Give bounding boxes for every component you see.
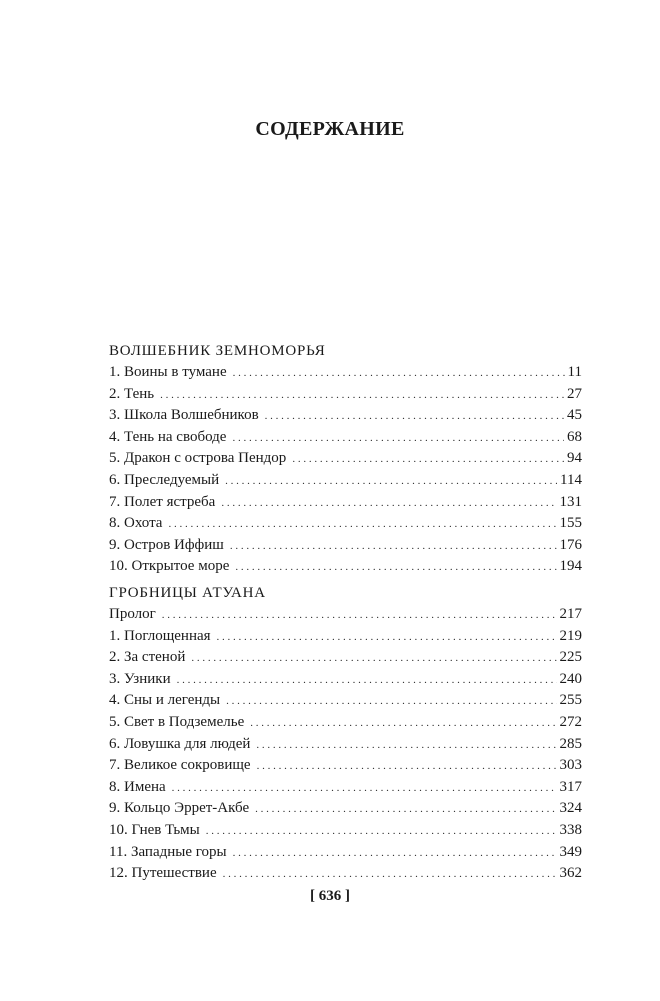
toc-entry-title: 4. Сны и легенды <box>109 692 221 709</box>
toc-entry[interactable] <box>109 777 582 799</box>
toc-entry-page: 338 <box>559 821 582 838</box>
toc-entry-title: 6. Ловушка для людей <box>109 735 251 752</box>
dot-leader <box>257 756 557 778</box>
toc-entry-title: 10. Гнев Тьмы <box>109 821 200 838</box>
toc-entry[interactable] <box>109 405 582 427</box>
dot-leader <box>162 605 557 627</box>
toc-entry[interactable] <box>109 712 582 734</box>
toc-entry-title: 8. Охота <box>109 515 163 532</box>
dot-leader <box>177 670 557 692</box>
toc-entry-title: 7. Полет ястреба <box>109 493 216 510</box>
toc-entry[interactable] <box>109 647 582 669</box>
toc-entry[interactable] <box>109 513 582 535</box>
dot-leader <box>235 557 556 579</box>
toc-entry-page: 68 <box>567 428 582 445</box>
toc-entry-title: 5. Свет в Подземелье <box>109 713 245 730</box>
toc-entry-page: 255 <box>559 692 582 709</box>
dot-leader <box>217 627 557 649</box>
toc-entry-page: 176 <box>559 536 582 553</box>
section-heading: ГРОБНИЦЫ АТУАНА <box>109 585 266 601</box>
toc-entry-title: 11. Западные горы <box>109 843 227 860</box>
toc-entry-title: 6. Преследуемый <box>109 471 220 488</box>
dot-leader <box>292 449 564 471</box>
toc-entry[interactable] <box>109 626 582 648</box>
toc-entry[interactable] <box>109 556 582 578</box>
toc-entry-page: 303 <box>559 757 582 774</box>
toc-list <box>109 604 582 885</box>
dot-leader <box>250 713 556 735</box>
dot-leader <box>223 864 557 886</box>
toc-entry-page: 11 <box>567 364 582 380</box>
toc-entry[interactable] <box>109 842 582 864</box>
toc-entry-title: 7. Великое сокровище <box>109 757 251 774</box>
toc-entry[interactable] <box>109 492 582 514</box>
dot-leader <box>160 385 564 407</box>
toc-entry[interactable] <box>109 863 582 885</box>
toc-entry-page: 324 <box>559 800 582 817</box>
toc-entry-page: 114 <box>560 471 582 488</box>
toc-entry[interactable] <box>109 734 582 756</box>
dot-leader <box>230 536 557 558</box>
dot-leader <box>233 843 557 865</box>
toc-entry-title: 3. Узники <box>109 670 171 687</box>
toc-entry-title: 1. Поглощенная <box>109 627 211 644</box>
toc-entry-title: 9. Остров Иффиш <box>109 536 224 553</box>
toc-entry[interactable] <box>109 384 582 406</box>
toc-entry-title: 3. Школа Волшебников <box>109 407 259 424</box>
toc-entry[interactable] <box>109 755 582 777</box>
toc-entry[interactable] <box>109 690 582 712</box>
toc-entry-title: 12. Путешествие <box>109 865 217 882</box>
page-title: СОДЕРЖАНИЕ <box>255 118 405 140</box>
dot-leader <box>265 406 564 428</box>
toc-entry-page: 240 <box>559 670 582 687</box>
toc-entry[interactable] <box>109 427 582 449</box>
dot-leader <box>232 428 564 450</box>
section-heading: ВОЛШЕБНИК ЗЕМНОМОРЬЯ <box>109 343 326 359</box>
toc-entry-title: 1. Воины в тумане <box>109 364 227 380</box>
toc-entry-title: 9. Кольцо Эррет-Акбе <box>109 800 250 817</box>
toc-section-wizard-of-earthsea <box>109 340 582 578</box>
toc-section-tombs-of-atuan <box>109 582 582 885</box>
toc-entry-page: 94 <box>567 450 582 467</box>
toc-list <box>109 362 582 578</box>
dot-leader <box>172 778 557 800</box>
toc-entry-page: 362 <box>559 865 582 882</box>
toc-entry[interactable] <box>109 470 582 492</box>
dot-leader <box>191 648 556 670</box>
dot-leader <box>255 799 556 821</box>
toc-entry-page: 217 <box>559 606 582 622</box>
dot-leader <box>226 691 556 713</box>
toc-entry[interactable] <box>109 535 582 557</box>
toc-entry[interactable] <box>109 820 582 842</box>
toc-entry-page: 317 <box>559 778 582 795</box>
toc-entry-page: 225 <box>559 649 582 666</box>
dot-leader <box>225 471 557 493</box>
toc-entry-page: 155 <box>559 515 582 532</box>
toc-entry[interactable] <box>109 798 582 820</box>
toc-entry-page: 131 <box>559 493 582 510</box>
page-number: [ 636 ] <box>310 888 350 904</box>
dot-leader <box>206 821 557 843</box>
dot-leader <box>233 363 565 385</box>
toc-entry-page: 349 <box>559 843 582 860</box>
toc-entry-page: 45 <box>567 407 582 424</box>
toc-entry-title: 2. За стеной <box>109 649 186 666</box>
toc-entry[interactable] <box>109 604 582 626</box>
toc-entry-page: 285 <box>559 735 582 752</box>
toc-entry-title: 5. Дракон с острова Пендор <box>109 450 287 467</box>
toc-entry-title: 4. Тень на свободе <box>109 428 227 445</box>
toc-entry[interactable] <box>109 362 582 384</box>
toc-entry-page: 194 <box>559 558 582 575</box>
dot-leader <box>221 493 556 515</box>
toc-entry-page: 27 <box>567 385 582 402</box>
toc-entry-page: 219 <box>559 627 582 644</box>
toc-entry-title: 8. Имена <box>109 778 166 795</box>
toc-entry-title: Пролог <box>109 606 156 622</box>
toc-entry[interactable] <box>109 669 582 691</box>
toc-entry[interactable] <box>109 448 582 470</box>
dot-leader <box>168 514 556 536</box>
dot-leader <box>256 735 556 757</box>
toc-entry-title: 2. Тень <box>109 385 155 402</box>
toc-entry-title: 10. Открытое море <box>109 558 230 575</box>
toc-entry-page: 272 <box>559 713 582 730</box>
